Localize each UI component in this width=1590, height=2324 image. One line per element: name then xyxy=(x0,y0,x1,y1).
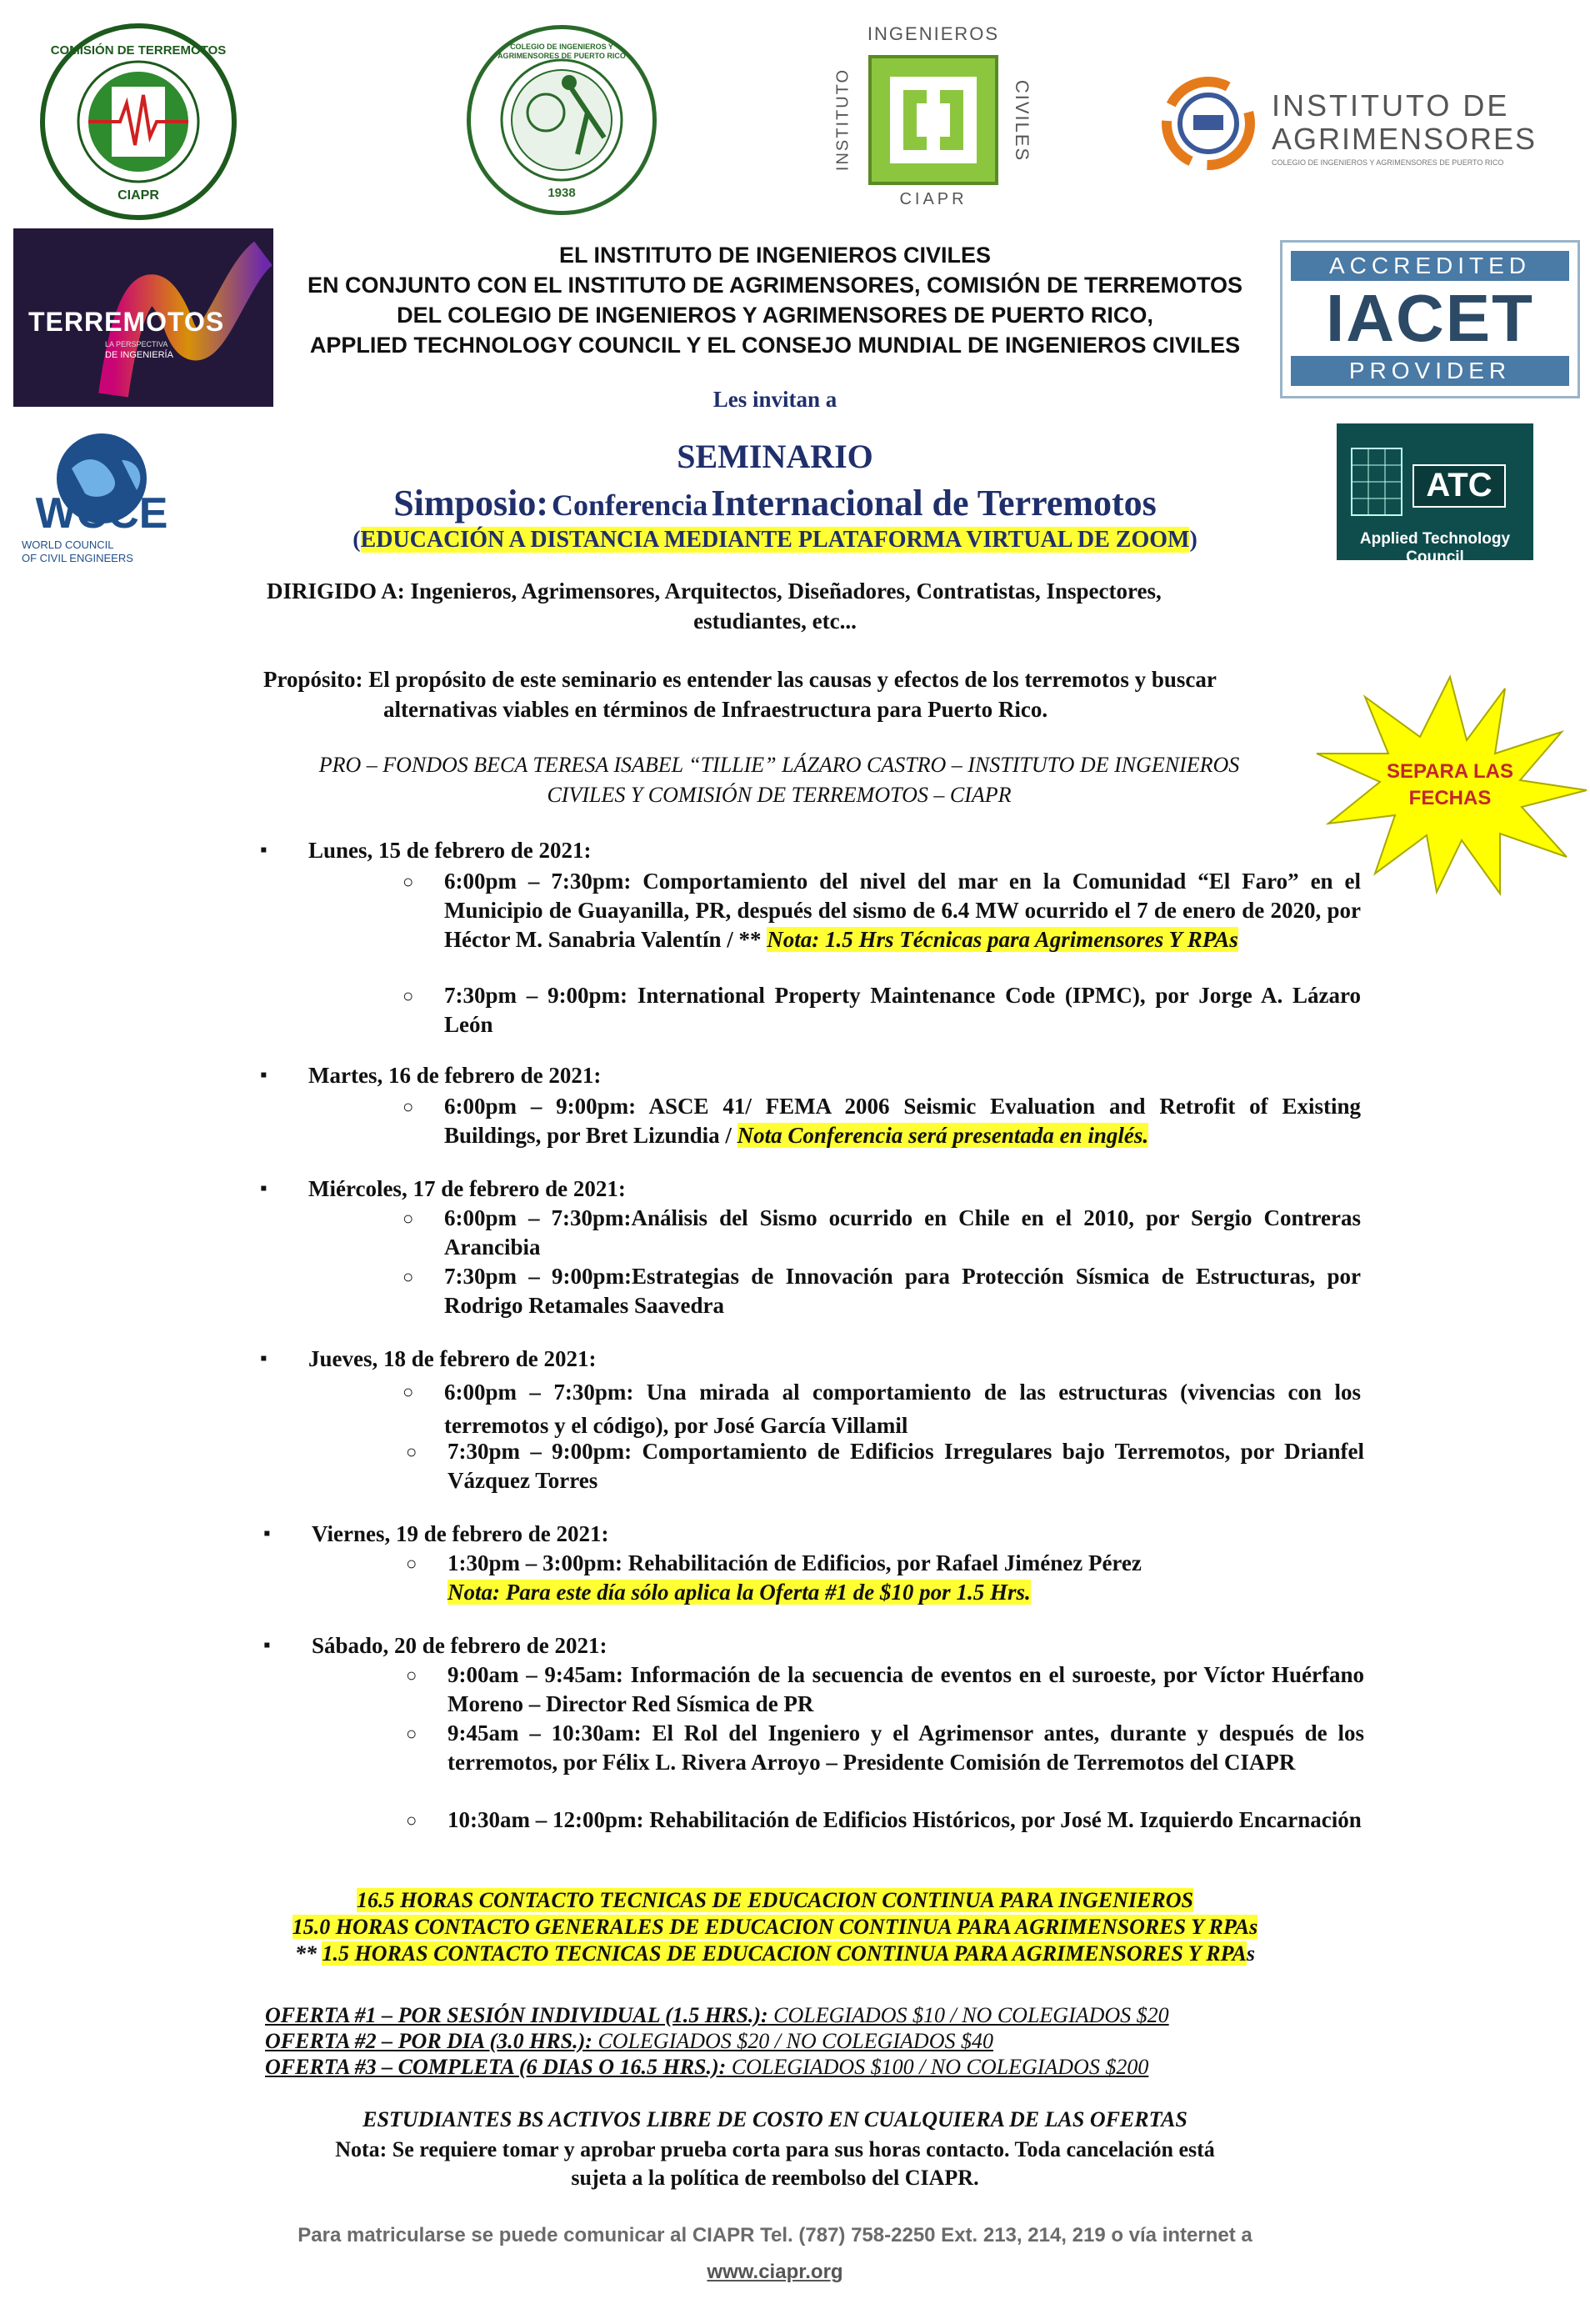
header-line-1: EL INSTITUTO DE INGENIEROS CIVILES xyxy=(558,243,992,268)
contact-hours xyxy=(233,1887,1317,1967)
hours-line-3-suffix: s xyxy=(1246,1941,1255,1966)
session-item xyxy=(444,981,1361,1039)
hours-line-3: 1.5 HORAS CONTACTO TECNICAS DE EDUCACION CONTINUA PARA AGRIMENSORES Y RPA xyxy=(322,1941,1247,1966)
dirigido-line-1: DIRIGIDO A: Ingenieros, Agrimensores, Arquitectos, Diseñadores, Contratistas, Inspectores, xyxy=(267,578,1162,604)
oferta-row xyxy=(265,2002,1169,2028)
atc-logo xyxy=(1337,423,1533,566)
oferta-price: COLEGIADOS $20 / NO COLEGIADOS $40 xyxy=(592,2029,993,2053)
proposito-line-1: Propósito: El propósito de este seminario es entender las causas y efectos de los terremotos y buscar xyxy=(263,667,1217,692)
session-item xyxy=(448,1549,1364,1607)
nota-line-2: sujeta a la política de reembolso del CIAPR. xyxy=(571,2166,979,2190)
colegio-ring-text: COLEGIO DE INGENIEROS Y AGRIMENSORES DE PUERTO RICO xyxy=(498,43,626,60)
globe-icon xyxy=(1158,73,1258,173)
session-item xyxy=(448,1719,1364,1777)
comision-terremotos-logo xyxy=(40,23,237,220)
conferencia-label: Conferencia xyxy=(552,488,708,522)
wcce-abbr: WCCE xyxy=(35,489,168,538)
hours-line-2: 15.0 HORAS CONTACTO GENERALES DE EDUCACION CONTINUA PARA AGRIMENSORES Y RPAs xyxy=(292,1915,1258,1939)
session-text: 7:30pm – 9:00pm: Comportamiento de Edificios Irregulares bajo Terremotos, por Drianfel Vázquez Torres xyxy=(448,1439,1364,1493)
terremotos-logo xyxy=(13,228,273,407)
session-item xyxy=(448,1660,1364,1719)
terremotos-sub1: LA PERSPECTIVA xyxy=(105,340,168,348)
modalidad-text: EDUCACIÓN A DISTANCIA MEDIANTE PLATAFORMA VIRTUAL DE ZOOM xyxy=(360,527,1190,553)
hours-line-3-prefix: ** xyxy=(294,1941,322,1966)
modalidad-line xyxy=(233,527,1317,553)
header-line-4: APPLIED TECHNOLOGY COUNCIL Y EL CONSEJO MUNDIAL DE INGENIEROS CIVILES xyxy=(309,333,1241,358)
session-text: 9:45am – 10:30am: El Rol del Ingeniero y el Agrimensor antes, durante y después de los terremotos, por Félix L. Rivera Arroyo – Presidente Comisión de Terremotos del CIAPR xyxy=(448,1720,1364,1775)
header-line-3: DEL COLEGIO DE INGENIEROS Y AGRIMENSORES DE PUERTO RICO, xyxy=(397,303,1153,328)
comision-top-text: COMISIÓN DE TERREMOTOS xyxy=(50,43,227,58)
dirigido-line-2: estudiantes, etc... xyxy=(693,609,857,634)
civiles-top-text: INGENIEROS xyxy=(867,23,1000,44)
oferta-price: COLEGIADOS $100 / NO COLEGIADOS $200 xyxy=(726,2055,1149,2079)
oferta-row xyxy=(265,2028,1169,2054)
session-item xyxy=(444,1262,1361,1320)
session-text: 7:30pm – 9:00pm: International Property Maintenance Code (IPMC), por Jorge A. Lázaro León xyxy=(444,983,1361,1037)
agrimensores-line1: INSTITUTO DE xyxy=(1272,88,1510,123)
civiles-right-text: CIVILES xyxy=(1012,79,1032,163)
session-text: 6:00pm – 7:30pm: Una mirada al comportamiento de las estructuras (vivencias con los terremotos y el código), por José García Villamil xyxy=(444,1380,1361,1438)
session-text: 9:00am – 9:45am: Información de la secuencia de eventos en el suroeste, por Víctor Huérfano Moreno – Director Red Sísmica de PR xyxy=(448,1662,1364,1716)
civiles-bottom-text: CIAPR xyxy=(899,190,968,208)
day-heading: ▪ Miércoles, 17 de febrero de 2021: xyxy=(308,1174,626,1204)
session-text: 6:00pm – 7:30pm: Comportamiento del nivel del mar en la Comunidad “El Faro” en el Municipio de Guayanilla, PR, después del sismo de 6.4 MW ocurrido el 7 de enero de 2020, por Héctor M. Sanabria Valentín / ** xyxy=(444,869,1361,952)
pro-fondos-line-1: PRO – FONDOS BECA TERESA ISABEL “TILLIE” LÁZARO CASTRO – INSTITUTO DE INGENIEROS xyxy=(318,753,1240,777)
ingenieros-civiles-logo xyxy=(833,23,1033,220)
atc-name: Applied Technology Council xyxy=(1359,530,1511,566)
session-item xyxy=(448,1437,1364,1495)
session-item xyxy=(444,1204,1361,1262)
session-text: 6:00pm – 9:00pm: ASCE 41/ FEMA 2006 Seismic Evaluation and Retrofit of Existing Buildings, por Bret Lizundia / xyxy=(444,1094,1361,1148)
session-note: Nota: 1.5 Hrs Técnicas para Agrimensores Y RPAs xyxy=(767,927,1238,952)
colegio-year: 1938 xyxy=(548,186,576,200)
agrimensores-small: COLEGIO DE INGENIEROS Y AGRIMENSORES DE PUERTO RICO xyxy=(1272,158,1504,167)
pro-fondos xyxy=(242,750,1317,810)
estudiantes-note: ESTUDIANTES BS ACTIVOS LIBRE DE COSTO EN CUALQUIERA DE LAS OFERTAS xyxy=(362,2107,1188,2131)
day-heading: ▪ Viernes, 19 de febrero de 2021: xyxy=(312,1519,608,1549)
session-note: Nota Conferencia será presentada en inglés. xyxy=(737,1123,1149,1148)
paren-close: ) xyxy=(1189,527,1198,553)
wcce-line1: WORLD COUNCIL xyxy=(22,538,114,551)
pro-fondos-line-2: CIVILES Y COMISIÓN DE TERREMOTOS – CIAPR xyxy=(547,783,1012,807)
wcce-line2: OF CIVIL ENGINEERS xyxy=(22,552,133,564)
civiles-emblem-icon xyxy=(868,55,998,185)
iacet-top: ACCREDITED xyxy=(1291,251,1569,281)
day-heading: ▪ Martes, 16 de febrero de 2021: xyxy=(308,1060,601,1090)
wcce-logo xyxy=(13,427,190,568)
oferta-label: OFERTA #2 – POR DIA (3.0 HRS.): xyxy=(265,2029,592,2053)
header-line-2: EN CONJUNTO CON EL INSTITUTO DE AGRIMENSORES, COMISIÓN DE TERREMOTOS xyxy=(307,273,1243,298)
invite-text: Les invitan a xyxy=(712,387,838,412)
session-item xyxy=(444,1092,1361,1150)
session-text: 7:30pm – 9:00pm:Estrategias de Innovación para Protección Sísmica de Estructuras, por Rodrigo Retamales Saavedra xyxy=(444,1264,1361,1318)
paren-open: ( xyxy=(352,527,361,553)
organizers-header xyxy=(275,240,1275,360)
session-item xyxy=(448,1806,1364,1835)
oferta-label: OFERTA #3 – COMPLETA (6 DIAS O 16.5 HRS.): xyxy=(265,2055,727,2079)
colegio-seal-logo xyxy=(467,25,657,215)
day-heading: ▪ Lunes, 15 de febrero de 2021: xyxy=(308,835,592,865)
day-heading: ▪ Sábado, 20 de febrero de 2021: xyxy=(312,1630,608,1660)
ofertas-list xyxy=(265,2002,1169,2080)
agrimensores-line2: AGRIMENSORES xyxy=(1272,122,1538,156)
session-note: Nota: Para este día sólo aplica la Oferta #1 de $10 por 1.5 Hrs. xyxy=(448,1580,1031,1605)
comision-bottom-text: CIAPR xyxy=(118,188,159,203)
starburst-line-1: SEPARA LAS xyxy=(1386,760,1513,783)
iacet-bottom: PROVIDER xyxy=(1291,356,1569,386)
simposio-title xyxy=(233,482,1317,524)
iacet-logo xyxy=(1280,240,1580,398)
hours-line-1: 16.5 HORAS CONTACTO TECNICAS DE EDUCACION CONTINUA PARA INGENIEROS xyxy=(357,1888,1193,1912)
atc-abbr: ATC xyxy=(1426,467,1492,503)
session-text: 6:00pm – 7:30pm:Análisis del Sismo ocurrido en Chile en el 2010, por Sergio Contreras Arancibia xyxy=(444,1205,1361,1260)
seminario-title: SEMINARIO xyxy=(677,438,873,475)
nota-line-1: Nota: Se requiere tomar y aprobar prueba corta para sus horas contacto. Toda cancelación está xyxy=(335,2137,1215,2161)
civiles-left-text: INSTITUTO xyxy=(833,68,852,172)
separa-fechas-starburst xyxy=(1312,674,1588,897)
session-text: 10:30am – 12:00pm: Rehabilitación de Edificios Históricos, por José M. Izquierdo Encarnación xyxy=(448,1807,1362,1832)
session-item xyxy=(444,1375,1361,1442)
session-item xyxy=(444,867,1361,954)
agrimensores-logo xyxy=(1158,73,1542,182)
proposito-line-2: alternativas viables en términos de Infraestructura para Puerto Rico. xyxy=(383,697,1048,722)
starburst-icon xyxy=(1312,674,1588,897)
oferta-price: COLEGIADOS $10 / NO COLEGIADOS $20 xyxy=(768,2003,1169,2027)
oferta-row xyxy=(265,2054,1169,2080)
oferta-label: OFERTA #1 – POR SESIÓN INDIVIDUAL (1.5 HRS.): xyxy=(265,2003,768,2027)
contact-line: Para matricularse se puede comunicar al CIAPR Tel. (787) 758-2250 Ext. 213, 214, 219 o vía internet a xyxy=(298,2224,1252,2246)
starburst-line-2: FECHAS xyxy=(1408,787,1492,809)
session-text: ○ 1:30pm – 3:00pm: Rehabilitación de Edificios, por Rafael Jiménez Pérez xyxy=(448,1550,1142,1575)
iacet-middle: IACET xyxy=(1326,281,1534,355)
day-heading: ▪ Jueves, 18 de febrero de 2021: xyxy=(308,1344,596,1374)
terremotos-sub2: DE INGENIERÍA xyxy=(105,350,173,360)
terremotos-title: TERREMOTOS xyxy=(28,307,225,337)
ciapr-link[interactable]: www.ciapr.org xyxy=(707,2261,843,2283)
simposio-label: Simposio: xyxy=(393,483,549,523)
internacional-label: Internacional de Terremotos xyxy=(711,483,1157,523)
